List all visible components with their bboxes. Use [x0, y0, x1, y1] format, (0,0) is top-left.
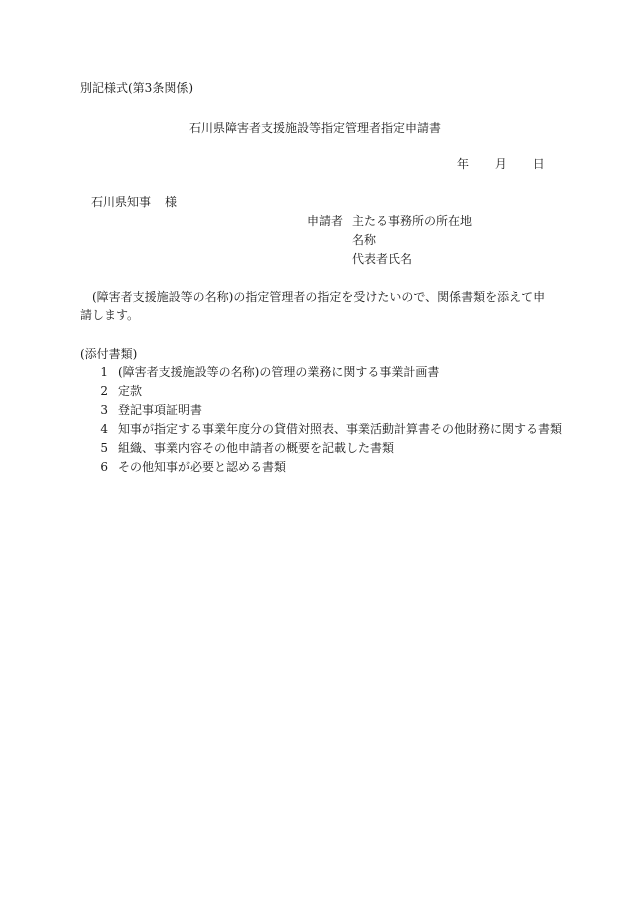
attachment-item — [80, 401, 562, 420]
attachment-number: 4 — [100, 422, 108, 436]
attachment-text: 組織、事業内容その他申請者の概要を記載した書類 — [118, 441, 395, 455]
attachment-text: 登記事項証明書 — [118, 403, 203, 417]
attachments-title: (添付書類) — [80, 347, 138, 361]
addressee — [91, 193, 177, 211]
attachment-text: (障害者支援施設等の名称)の管理の業務に関する事業計画書 — [118, 365, 440, 379]
form-label: 別記様式(第3条関係) — [80, 81, 193, 95]
attachment-item — [80, 439, 562, 458]
date-day: 日 — [532, 157, 545, 171]
date-year: 年 — [457, 157, 470, 171]
attachment-item — [80, 363, 562, 382]
document-title: 石川県障害者支援施設等指定管理者指定申請書 — [188, 121, 441, 135]
applicant-name-field: 名称 — [352, 233, 377, 247]
attachment-number: 3 — [100, 403, 108, 417]
attachment-number: 2 — [100, 384, 108, 398]
applicant-address-field: 主たる事務所の所在地 — [352, 214, 473, 228]
attachment-number: 1 — [100, 365, 108, 379]
attachment-number: 6 — [100, 460, 108, 474]
date-month: 月 — [494, 157, 507, 171]
applicant-representative-field: 代表者氏名 — [352, 252, 413, 266]
attachment-item — [80, 382, 562, 401]
addressee-name: 石川県知事 — [91, 195, 152, 209]
attachment-text: 定款 — [118, 384, 143, 398]
body-paragraph: (障害者支援施設等の名称)の指定管理者の指定を受けたいので、関係書類を添えて申請します。 — [80, 290, 546, 322]
attachments-list — [80, 363, 562, 477]
attachment-item — [80, 458, 562, 477]
addressee-honorific: 様 — [165, 195, 178, 209]
date-line — [457, 155, 545, 173]
attachment-text: 知事が指定する事業年度分の貸借対照表、事業活動計算書その他財務に関する書類 — [118, 422, 563, 436]
applicant-label: 申請者 — [307, 214, 344, 228]
attachment-text: その他知事が必要と認める書類 — [118, 460, 287, 474]
attachment-item — [80, 420, 562, 439]
attachment-number: 5 — [100, 441, 108, 455]
